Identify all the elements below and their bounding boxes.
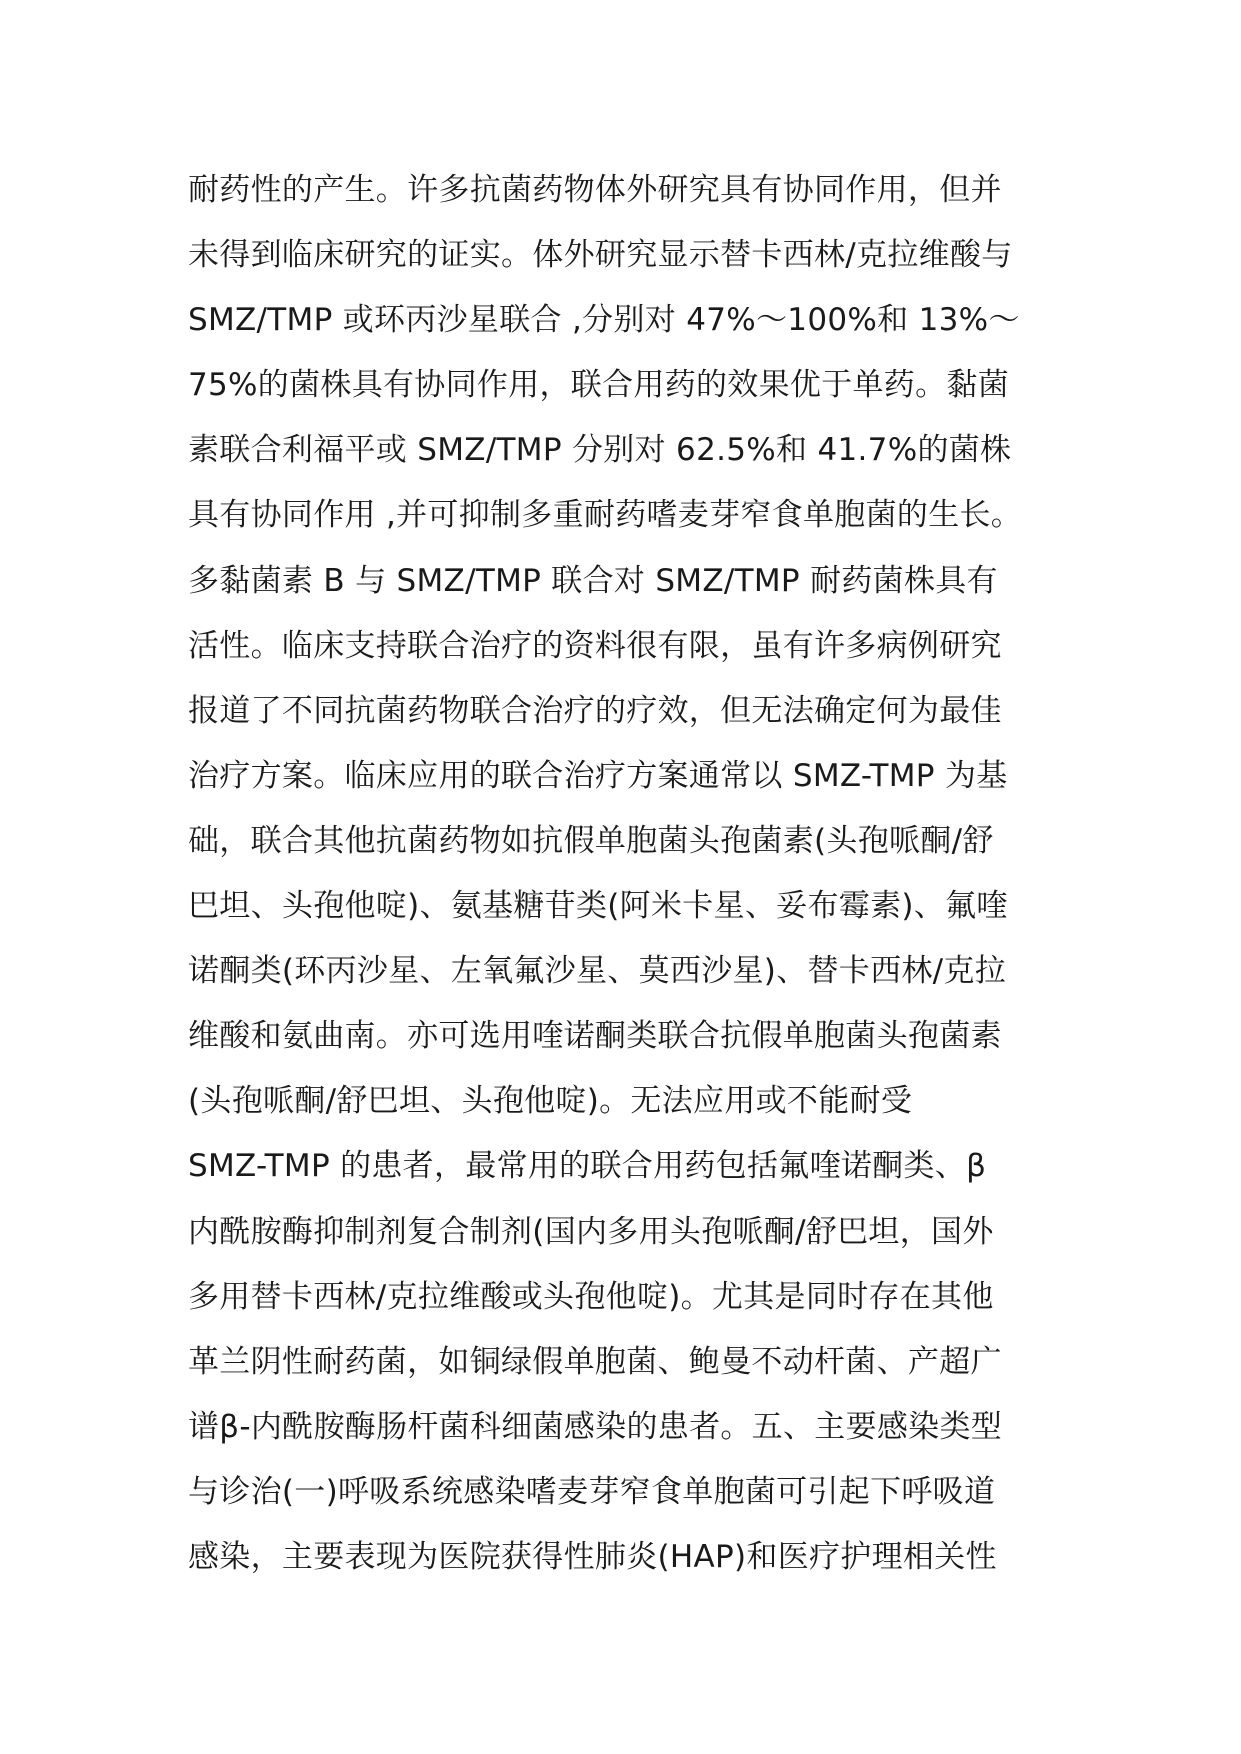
text-line: 治疗方案。临床应用的联合治疗方案通常以 SMZ-TMP 为基 — [188, 757, 1008, 794]
text-line: (头孢哌酮/舒巴坦、头孢他啶)。无法应用或不能耐受 — [188, 1083, 913, 1120]
text-line: SMZ-TMP 的患者，最常用的联合用药包括氟喹诺酮类、β — [188, 1148, 987, 1185]
text-line: 谱β-内酰胺酶肠杆菌科细菌感染的患者。五、主要感染类型 — [188, 1408, 1003, 1445]
text-line: 革兰阴性耐药菌，如铜绿假单胞菌、鲍曼不动杆菌、产超广 — [188, 1343, 1002, 1380]
text-line: 75%的菌株具有协同作用，联合用药的效果优于单药。黏菌 — [188, 367, 1009, 404]
text-line: 内酰胺酶抑制剂复合制剂(国内多用头孢哌酮/舒巴坦，国外 — [188, 1213, 994, 1250]
text-line: 维酸和氨曲南。亦可选用喹诺酮类联合抗假单胞菌头孢菌素 — [188, 1018, 1002, 1055]
text-line: 具有协同作用 ,并可抑制多重耐药嗜麦芽窄食单胞菌的生长。 — [188, 497, 1023, 534]
body-text — [188, 158, 1068, 1590]
text-line: 巴坦、头孢他啶)、氨基糖苷类(阿米卡星、妥布霉素)、氟喹 — [188, 888, 1008, 925]
text-line: 与诊治(一)呼吸系统感染嗜麦芽窄食单胞菌可引起下呼吸道 — [188, 1473, 996, 1510]
text-line: 感染，主要表现为医院获得性肺炎(HAP)和医疗护理相关性 — [188, 1538, 997, 1575]
text-line: 活性。临床支持联合治疗的资料很有限，虽有许多病例研究 — [188, 627, 1002, 664]
text-line: 素联合利福平或 SMZ/TMP 分别对 62.5%和 41.7%的菌株 — [188, 432, 1012, 469]
text-line: 多黏菌素 B 与 SMZ/TMP 联合对 SMZ/TMP 耐药菌株具有 — [188, 562, 998, 599]
text-line: SMZ/TMP 或环丙沙星联合 ,分别对 47%～100%和 13%～ — [188, 302, 1020, 339]
text-line: 多用替卡西林/克拉维酸或头孢他啶)。尤其是同时存在其他 — [188, 1278, 994, 1315]
text-line: 未得到临床研究的证实。体外研究显示替卡西林/克拉维酸与 — [188, 237, 1013, 274]
text-line: 础，联合其他抗菌药物如抗假单胞菌头孢菌素(头孢哌酮/舒 — [188, 822, 994, 859]
text-line: 诺酮类(环丙沙星、左氧氟沙星、莫西沙星)、替卡西林/克拉 — [188, 953, 1007, 990]
text-line: 耐药性的产生。许多抗菌药物体外研究具有协同作用，但并 — [188, 172, 1002, 208]
text-line: 报道了不同抗菌药物联合治疗的疗效，但无法确定何为最佳 — [188, 692, 1002, 729]
